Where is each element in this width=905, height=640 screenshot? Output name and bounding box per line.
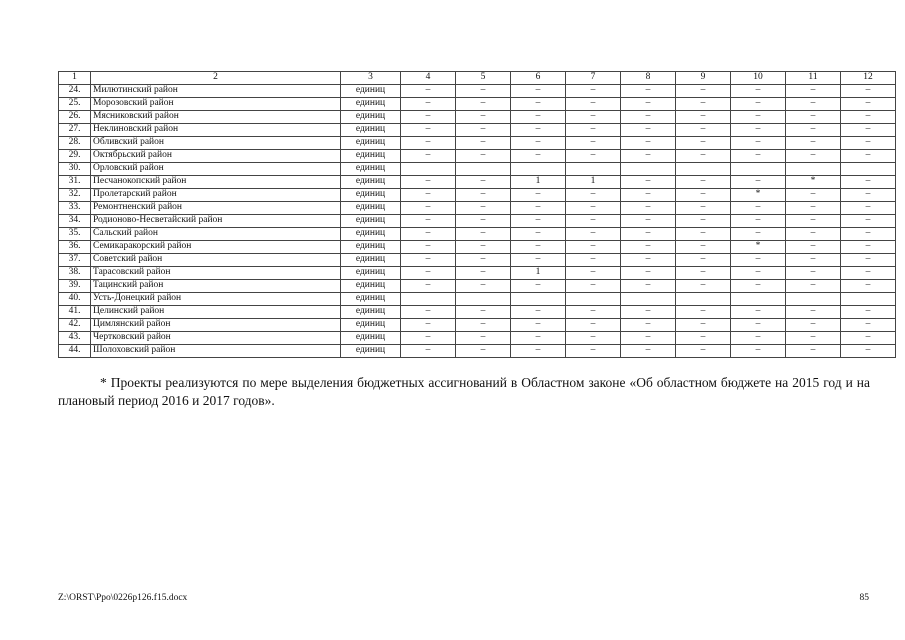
- value-cell: –: [401, 150, 456, 163]
- row-number: 35.: [59, 228, 91, 241]
- value-cell: [456, 293, 511, 306]
- value-cell: –: [456, 202, 511, 215]
- value-cell: [676, 163, 731, 176]
- value-cell: –: [621, 319, 676, 332]
- value-cell: –: [456, 215, 511, 228]
- column-header: 2: [91, 72, 341, 85]
- value-cell: [731, 293, 786, 306]
- value-cell: –: [621, 332, 676, 345]
- table-row: [59, 189, 896, 202]
- value-cell: –: [786, 228, 841, 241]
- district-name: Ремонтненский район: [91, 202, 341, 215]
- value-cell: –: [401, 241, 456, 254]
- value-cell: –: [621, 189, 676, 202]
- table-row: [59, 137, 896, 150]
- value-cell: –: [786, 150, 841, 163]
- value-cell: –: [676, 332, 731, 345]
- column-header: 3: [341, 72, 401, 85]
- column-header: 10: [731, 72, 786, 85]
- district-name: Семикаракорский район: [91, 241, 341, 254]
- value-cell: –: [731, 202, 786, 215]
- value-cell: –: [621, 137, 676, 150]
- row-number: 34.: [59, 215, 91, 228]
- unit-cell: единиц: [341, 111, 401, 124]
- value-cell: –: [566, 137, 621, 150]
- value-cell: –: [786, 189, 841, 202]
- value-cell: [786, 293, 841, 306]
- value-cell: –: [676, 215, 731, 228]
- district-name: Пролетарский район: [91, 189, 341, 202]
- unit-cell: единиц: [341, 150, 401, 163]
- value-cell: –: [786, 202, 841, 215]
- column-header: 1: [59, 72, 91, 85]
- value-cell: –: [841, 137, 896, 150]
- value-cell: –: [731, 111, 786, 124]
- district-name: Цимлянский район: [91, 319, 341, 332]
- table-row: [59, 215, 896, 228]
- value-cell: –: [401, 280, 456, 293]
- row-number: 31.: [59, 176, 91, 189]
- value-cell: –: [566, 332, 621, 345]
- value-cell: –: [621, 215, 676, 228]
- table-row: [59, 98, 896, 111]
- table-body: [59, 85, 896, 358]
- row-number: 28.: [59, 137, 91, 150]
- value-cell: –: [786, 137, 841, 150]
- unit-cell: единиц: [341, 319, 401, 332]
- district-name: Песчанокопский район: [91, 176, 341, 189]
- value-cell: –: [621, 228, 676, 241]
- value-cell: –: [566, 254, 621, 267]
- row-number: 27.: [59, 124, 91, 137]
- value-cell: –: [841, 228, 896, 241]
- value-cell: –: [401, 267, 456, 280]
- district-name: Шолоховский район: [91, 345, 341, 358]
- unit-cell: единиц: [341, 124, 401, 137]
- value-cell: –: [401, 176, 456, 189]
- value-cell: –: [456, 137, 511, 150]
- value-cell: –: [401, 137, 456, 150]
- value-cell: –: [566, 215, 621, 228]
- value-cell: –: [676, 228, 731, 241]
- value-cell: –: [511, 202, 566, 215]
- value-cell: –: [841, 215, 896, 228]
- unit-cell: единиц: [341, 176, 401, 189]
- value-cell: –: [456, 332, 511, 345]
- unit-cell: единиц: [341, 254, 401, 267]
- value-cell: –: [456, 254, 511, 267]
- value-cell: –: [511, 150, 566, 163]
- table-row: [59, 280, 896, 293]
- value-cell: –: [511, 228, 566, 241]
- row-number: 29.: [59, 150, 91, 163]
- value-cell: [566, 293, 621, 306]
- value-cell: –: [621, 267, 676, 280]
- district-name: Тарасовский район: [91, 267, 341, 280]
- value-cell: –: [841, 241, 896, 254]
- value-cell: –: [456, 319, 511, 332]
- value-cell: –: [401, 345, 456, 358]
- district-name: Милютинский район: [91, 85, 341, 98]
- table-row: [59, 202, 896, 215]
- value-cell: –: [676, 98, 731, 111]
- value-cell: [401, 293, 456, 306]
- value-cell: –: [786, 306, 841, 319]
- value-cell: –: [676, 189, 731, 202]
- value-cell: –: [841, 306, 896, 319]
- table-row: [59, 85, 896, 98]
- value-cell: –: [511, 85, 566, 98]
- column-header: 11: [786, 72, 841, 85]
- unit-cell: единиц: [341, 85, 401, 98]
- value-cell: [676, 293, 731, 306]
- row-number: 37.: [59, 254, 91, 267]
- value-cell: –: [401, 111, 456, 124]
- value-cell: –: [566, 345, 621, 358]
- table-row: [59, 241, 896, 254]
- unit-cell: единиц: [341, 280, 401, 293]
- value-cell: –: [786, 280, 841, 293]
- value-cell: –: [731, 124, 786, 137]
- value-cell: –: [841, 150, 896, 163]
- value-cell: –: [841, 85, 896, 98]
- value-cell: –: [841, 124, 896, 137]
- unit-cell: единиц: [341, 137, 401, 150]
- row-number: 32.: [59, 189, 91, 202]
- value-cell: –: [786, 345, 841, 358]
- value-cell: –: [511, 280, 566, 293]
- value-cell: –: [621, 85, 676, 98]
- value-cell: –: [401, 319, 456, 332]
- value-cell: –: [456, 306, 511, 319]
- table-row: [59, 176, 896, 189]
- value-cell: –: [401, 228, 456, 241]
- value-cell: –: [786, 124, 841, 137]
- value-cell: –: [401, 124, 456, 137]
- value-cell: –: [676, 267, 731, 280]
- row-number: 30.: [59, 163, 91, 176]
- value-cell: –: [731, 332, 786, 345]
- value-cell: –: [841, 332, 896, 345]
- district-name: Орловский район: [91, 163, 341, 176]
- value-cell: –: [676, 254, 731, 267]
- value-cell: –: [456, 150, 511, 163]
- value-cell: –: [566, 98, 621, 111]
- district-name: Родионово-Несветайский район: [91, 215, 341, 228]
- value-cell: –: [786, 267, 841, 280]
- table-row: [59, 306, 896, 319]
- value-cell: –: [621, 202, 676, 215]
- value-cell: –: [676, 124, 731, 137]
- value-cell: [511, 293, 566, 306]
- value-cell: –: [621, 111, 676, 124]
- row-number: 24.: [59, 85, 91, 98]
- value-cell: –: [401, 332, 456, 345]
- value-cell: –: [566, 228, 621, 241]
- district-name: Сальский район: [91, 228, 341, 241]
- unit-cell: единиц: [341, 293, 401, 306]
- value-cell: –: [676, 280, 731, 293]
- value-cell: [731, 163, 786, 176]
- value-cell: –: [731, 267, 786, 280]
- value-cell: –: [676, 137, 731, 150]
- value-cell: –: [511, 254, 566, 267]
- value-cell: –: [566, 267, 621, 280]
- value-cell: *: [731, 241, 786, 254]
- value-cell: –: [621, 124, 676, 137]
- value-cell: –: [456, 241, 511, 254]
- row-number: 38.: [59, 267, 91, 280]
- district-name: Советский район: [91, 254, 341, 267]
- value-cell: *: [731, 189, 786, 202]
- district-name: Целинский район: [91, 306, 341, 319]
- value-cell: –: [676, 345, 731, 358]
- column-header: 12: [841, 72, 896, 85]
- value-cell: –: [841, 319, 896, 332]
- value-cell: 1: [511, 176, 566, 189]
- value-cell: –: [566, 280, 621, 293]
- value-cell: –: [841, 280, 896, 293]
- value-cell: [621, 293, 676, 306]
- value-cell: –: [786, 254, 841, 267]
- district-name: Мясниковский район: [91, 111, 341, 124]
- value-cell: –: [511, 345, 566, 358]
- value-cell: –: [731, 98, 786, 111]
- value-cell: –: [511, 332, 566, 345]
- value-cell: –: [401, 306, 456, 319]
- value-cell: –: [511, 306, 566, 319]
- value-cell: –: [731, 228, 786, 241]
- value-cell: –: [401, 98, 456, 111]
- column-header: 8: [621, 72, 676, 85]
- table-row: [59, 163, 896, 176]
- value-cell: –: [731, 176, 786, 189]
- value-cell: –: [621, 306, 676, 319]
- value-cell: –: [676, 150, 731, 163]
- table-row: [59, 293, 896, 306]
- value-cell: –: [731, 319, 786, 332]
- value-cell: –: [841, 254, 896, 267]
- value-cell: –: [841, 267, 896, 280]
- value-cell: –: [566, 189, 621, 202]
- value-cell: –: [841, 111, 896, 124]
- row-number: 41.: [59, 306, 91, 319]
- unit-cell: единиц: [341, 306, 401, 319]
- value-cell: –: [401, 202, 456, 215]
- district-name: Чертковский район: [91, 332, 341, 345]
- value-cell: [401, 163, 456, 176]
- value-cell: –: [621, 98, 676, 111]
- table-row: [59, 319, 896, 332]
- unit-cell: единиц: [341, 163, 401, 176]
- column-header: 9: [676, 72, 731, 85]
- value-cell: [841, 163, 896, 176]
- district-name: Неклиновский район: [91, 124, 341, 137]
- value-cell: –: [731, 345, 786, 358]
- table-row: [59, 111, 896, 124]
- table-header-row: [59, 72, 896, 85]
- value-cell: –: [456, 176, 511, 189]
- value-cell: –: [566, 202, 621, 215]
- footer-file-path: Z:\ORST\Ppo\0226p126.f15.docx: [58, 593, 188, 603]
- footnote: * Проекты реализуются по мере выделения бюджетных ассигнований в Областном законе «Об областном бюджете на 2015 год и на плановый период 2016 и 2017 годов».: [58, 375, 870, 408]
- column-header: 4: [401, 72, 456, 85]
- value-cell: –: [841, 345, 896, 358]
- value-cell: –: [511, 137, 566, 150]
- value-cell: –: [511, 241, 566, 254]
- value-cell: [566, 163, 621, 176]
- value-cell: [786, 163, 841, 176]
- value-cell: –: [676, 306, 731, 319]
- value-cell: –: [621, 150, 676, 163]
- value-cell: –: [786, 215, 841, 228]
- row-number: 36.: [59, 241, 91, 254]
- value-cell: –: [456, 111, 511, 124]
- table-row: [59, 124, 896, 137]
- value-cell: –: [621, 345, 676, 358]
- value-cell: –: [731, 137, 786, 150]
- district-name: Морозовский район: [91, 98, 341, 111]
- value-cell: –: [731, 85, 786, 98]
- value-cell: –: [456, 98, 511, 111]
- table-row: [59, 332, 896, 345]
- value-cell: –: [621, 280, 676, 293]
- row-number: 26.: [59, 111, 91, 124]
- column-header: 6: [511, 72, 566, 85]
- value-cell: –: [676, 176, 731, 189]
- row-number: 44.: [59, 345, 91, 358]
- value-cell: –: [731, 254, 786, 267]
- value-cell: –: [456, 280, 511, 293]
- value-cell: –: [841, 202, 896, 215]
- value-cell: –: [676, 319, 731, 332]
- value-cell: –: [511, 98, 566, 111]
- table-row: [59, 228, 896, 241]
- value-cell: –: [566, 85, 621, 98]
- value-cell: –: [566, 306, 621, 319]
- value-cell: –: [566, 150, 621, 163]
- value-cell: –: [401, 85, 456, 98]
- unit-cell: единиц: [341, 267, 401, 280]
- value-cell: –: [456, 228, 511, 241]
- table-row: [59, 150, 896, 163]
- value-cell: –: [841, 176, 896, 189]
- value-cell: –: [566, 124, 621, 137]
- value-cell: –: [456, 85, 511, 98]
- value-cell: –: [786, 332, 841, 345]
- district-name: Тацинский район: [91, 280, 341, 293]
- value-cell: –: [511, 111, 566, 124]
- value-cell: –: [786, 319, 841, 332]
- value-cell: –: [456, 189, 511, 202]
- unit-cell: единиц: [341, 98, 401, 111]
- value-cell: –: [456, 345, 511, 358]
- value-cell: –: [401, 254, 456, 267]
- value-cell: 1: [566, 176, 621, 189]
- table-row: [59, 345, 896, 358]
- value-cell: 1: [511, 267, 566, 280]
- value-cell: –: [511, 215, 566, 228]
- value-cell: [621, 163, 676, 176]
- value-cell: –: [456, 124, 511, 137]
- value-cell: –: [566, 241, 621, 254]
- row-number: 40.: [59, 293, 91, 306]
- value-cell: –: [621, 176, 676, 189]
- value-cell: –: [731, 215, 786, 228]
- unit-cell: единиц: [341, 189, 401, 202]
- value-cell: –: [786, 241, 841, 254]
- row-number: 43.: [59, 332, 91, 345]
- value-cell: –: [786, 111, 841, 124]
- district-name: Октябрьский район: [91, 150, 341, 163]
- unit-cell: единиц: [341, 215, 401, 228]
- district-name: Обливский район: [91, 137, 341, 150]
- value-cell: –: [676, 202, 731, 215]
- district-table: [58, 71, 896, 358]
- value-cell: –: [731, 280, 786, 293]
- row-number: 39.: [59, 280, 91, 293]
- value-cell: *: [786, 176, 841, 189]
- value-cell: –: [731, 306, 786, 319]
- row-number: 42.: [59, 319, 91, 332]
- unit-cell: единиц: [341, 202, 401, 215]
- table-row: [59, 267, 896, 280]
- value-cell: –: [676, 111, 731, 124]
- value-cell: –: [621, 254, 676, 267]
- value-cell: –: [621, 241, 676, 254]
- value-cell: –: [511, 319, 566, 332]
- value-cell: [841, 293, 896, 306]
- column-header: 5: [456, 72, 511, 85]
- page-number: 85: [859, 593, 869, 603]
- value-cell: –: [786, 85, 841, 98]
- value-cell: [456, 163, 511, 176]
- row-number: 33.: [59, 202, 91, 215]
- value-cell: –: [676, 241, 731, 254]
- value-cell: [511, 163, 566, 176]
- value-cell: –: [401, 189, 456, 202]
- column-header: 7: [566, 72, 621, 85]
- table-row: [59, 254, 896, 267]
- unit-cell: единиц: [341, 345, 401, 358]
- value-cell: –: [511, 189, 566, 202]
- value-cell: –: [841, 189, 896, 202]
- value-cell: –: [456, 267, 511, 280]
- value-cell: –: [786, 98, 841, 111]
- unit-cell: единиц: [341, 241, 401, 254]
- value-cell: –: [566, 319, 621, 332]
- value-cell: –: [566, 111, 621, 124]
- unit-cell: единиц: [341, 332, 401, 345]
- value-cell: –: [731, 150, 786, 163]
- value-cell: –: [676, 85, 731, 98]
- value-cell: –: [511, 124, 566, 137]
- value-cell: –: [401, 215, 456, 228]
- value-cell: –: [841, 98, 896, 111]
- district-name: Усть-Донецкий район: [91, 293, 341, 306]
- unit-cell: единиц: [341, 228, 401, 241]
- row-number: 25.: [59, 98, 91, 111]
